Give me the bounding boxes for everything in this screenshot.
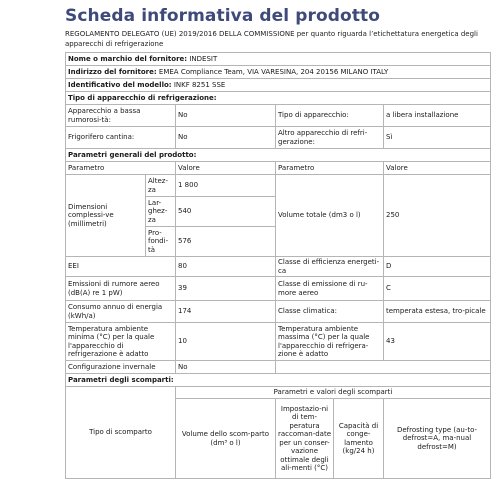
- energy-consumption-row: [66, 301, 491, 323]
- col-header-valore: Valore: [176, 162, 276, 175]
- compartments-heading-row: [66, 374, 491, 387]
- general-params-header-row: [66, 162, 491, 175]
- appliance-type-heading-row: [66, 92, 491, 105]
- general-params-heading-row: [66, 149, 491, 162]
- general-params-heading: Parametri generali del prodotto:: [66, 149, 491, 162]
- height-row: [66, 175, 491, 197]
- height-label: Altez-za: [146, 175, 176, 197]
- model-id-row: [66, 79, 491, 92]
- depth-label: Pro-fondi-tà: [146, 227, 176, 257]
- winter-config-row: [66, 361, 491, 374]
- dimensions-label: Dimensioni complessi-ve (millimetri): [66, 175, 146, 257]
- noise-class-value: C: [384, 277, 491, 301]
- depth-value: 576: [176, 227, 276, 257]
- climate-class-value: temperata estesa, tro-picale: [384, 301, 491, 323]
- recommended-temp-header: Impostazio-ni di tem-peratura raccoman-date per un conser-vazione ottimale degli ali-menti (°C): [276, 399, 334, 479]
- model-id-value: INKF 8251 SSE: [173, 80, 226, 89]
- product-info-table: [65, 52, 491, 479]
- noise-value: 39: [176, 277, 276, 301]
- col-header-parametro-2: Parametro: [276, 162, 384, 175]
- defrosting-type-header: Defrosting type (au-to-defrost=A, ma-nual defrost=M): [384, 399, 491, 479]
- energy-consumption-label: Consumo annuo di energia (kWh/a): [66, 301, 176, 323]
- noise-class-label: Classe di emissione di ru-more aereo: [276, 277, 384, 301]
- compartment-type-header: Tipo di scomparto: [66, 387, 176, 479]
- energy-class-value: D: [384, 257, 491, 277]
- freezing-capacity-header: Capacità di conge-lamento (kg/24 h): [334, 399, 384, 479]
- climate-class-label: Classe climatica:: [276, 301, 384, 323]
- compartment-params-group-header: Parametri e valori degli scomparti: [176, 387, 491, 399]
- total-volume-label: Volume totale (dm3 o l): [276, 175, 384, 257]
- supplier-name-value: INDESIT: [189, 54, 218, 63]
- supplier-address-value: EMEA Compliance Team, VIA VARESINA, 204 20156 MILANO ITALY: [158, 67, 389, 76]
- eei-label: EEI: [66, 257, 176, 277]
- other-appliance-value: Sì: [384, 127, 491, 149]
- low-noise-row: [66, 105, 491, 127]
- winter-config-label: Configurazione invernale: [66, 361, 176, 374]
- energy-class-label: Classe di efficienza energeti-ca: [276, 257, 384, 277]
- total-volume-value: 250: [384, 175, 491, 257]
- width-label: Lar-ghez-za: [146, 197, 176, 227]
- height-value: 1 800: [176, 175, 276, 197]
- noise-label: Emissioni di rumore aereo (dB(A) re 1 pW): [66, 277, 176, 301]
- ambient-temp-row: [66, 323, 491, 361]
- other-appliance-label: Altro apparecchio di refri-gerazione:: [276, 127, 384, 149]
- min-ambient-temp-value: 10: [176, 323, 276, 361]
- max-ambient-temp-value: 43: [384, 323, 491, 361]
- compartments-heading: Parametri degli scomparti:: [66, 374, 491, 387]
- winter-config-value: No: [176, 361, 276, 374]
- regulation-subtitle: REGOLAMENTO DELEGATO (UE) 2019/2016 DELLA COMMISSIONE per quanto riguarda l’etichettatura energetica degli apparecchi di refrigerazione: [65, 30, 478, 48]
- supplier-address-row: [66, 66, 491, 79]
- col-header-parametro: Parametro: [66, 162, 176, 175]
- supplier-name-row: [66, 53, 491, 66]
- col-header-valore-2: Valore: [384, 162, 491, 175]
- max-ambient-temp-label: Temperatura ambiente massima (°C) per la quale l'apparecchio di refrigera-zione è adatto: [276, 323, 384, 361]
- eei-row: [66, 257, 491, 277]
- eei-value: 80: [176, 257, 276, 277]
- wine-cooler-label: Frigorifero cantina:: [66, 127, 176, 149]
- wine-cooler-value: No: [176, 127, 276, 149]
- low-noise-label: Apparecchio a bassa rumorosi-tà:: [66, 105, 176, 127]
- compartment-volume-header: Volume dello scom-parto (dm³ o l): [176, 399, 276, 479]
- page-title: Scheda informativa del prodotto: [65, 6, 381, 26]
- supplier-name-label: Nome o marchio del fornitore:: [68, 54, 188, 63]
- appliance-type-label: Tipo di apparecchio:: [276, 105, 384, 127]
- wine-cooler-row: [66, 127, 491, 149]
- noise-row: [66, 277, 491, 301]
- energy-consumption-value: 174: [176, 301, 276, 323]
- supplier-address-label: Indirizzo del fornitore:: [68, 67, 157, 76]
- appliance-type-value: a libera installazione: [384, 105, 491, 127]
- compartments-group-header-row: [66, 387, 491, 399]
- width-value: 540: [176, 197, 276, 227]
- appliance-type-heading: Tipo di apparecchio di refrigerazione:: [66, 92, 491, 105]
- min-ambient-temp-label: Temperatura ambiente minima (°C) per la quale l'apparecchio di refrigerazione è adatto: [66, 323, 176, 361]
- low-noise-value: No: [176, 105, 276, 127]
- model-id-label: Identificativo del modello:: [68, 80, 172, 89]
